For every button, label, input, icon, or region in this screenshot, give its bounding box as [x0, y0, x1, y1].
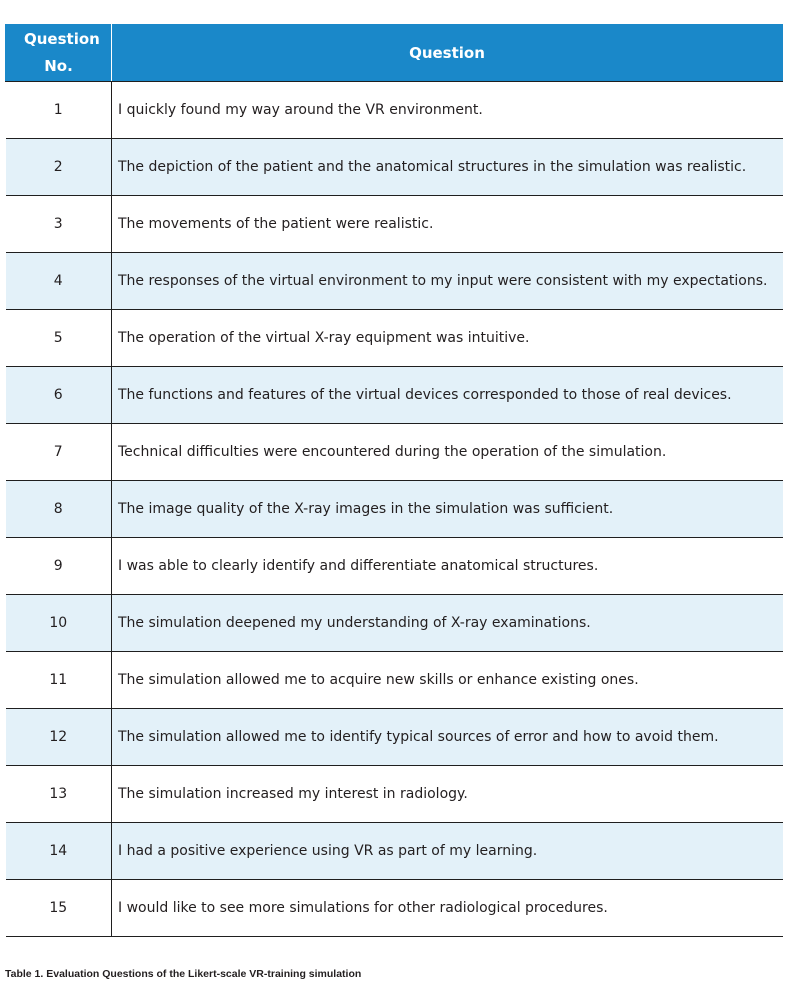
question-number: 15 [6, 880, 112, 937]
table-row [6, 424, 783, 481]
question-text: The operation of the virtual X-ray equipment was intuitive. [112, 310, 783, 367]
question-number: 7 [6, 424, 112, 481]
question-text: The image quality of the X-ray images in the simulation was sufficient. [112, 481, 783, 538]
table-row [6, 139, 783, 196]
table-row [6, 196, 783, 253]
question-number: 1 [6, 82, 112, 139]
question-number: 2 [6, 139, 112, 196]
table-body [6, 82, 783, 937]
question-text: I had a positive experience using VR as part of my learning. [112, 823, 783, 880]
question-text: The simulation allowed me to acquire new skills or enhance existing ones. [112, 652, 783, 709]
question-number: 14 [6, 823, 112, 880]
question-number: 4 [6, 253, 112, 310]
table-row [6, 253, 783, 310]
question-text: I was able to clearly identify and differentiate anatomical structures. [112, 538, 783, 595]
question-number: 3 [6, 196, 112, 253]
questions-table-container [5, 24, 782, 937]
question-number: 5 [6, 310, 112, 367]
table-row [6, 367, 783, 424]
question-number: 9 [6, 538, 112, 595]
question-number: 6 [6, 367, 112, 424]
question-text: The simulation deepened my understanding of X-ray examinations. [112, 595, 783, 652]
table-row [6, 652, 783, 709]
table-row [6, 310, 783, 367]
question-text: The simulation increased my interest in radiology. [112, 766, 783, 823]
question-number: 10 [6, 595, 112, 652]
header-row [6, 25, 783, 82]
question-text: The depiction of the patient and the anatomical structures in the simulation was realistic. [112, 139, 783, 196]
questions-table [5, 24, 783, 937]
table-row [6, 595, 783, 652]
table-header [6, 25, 783, 82]
question-text: Technical difficulties were encountered during the operation of the simulation. [112, 424, 783, 481]
table-row [6, 823, 783, 880]
question-number: 12 [6, 709, 112, 766]
table-row [6, 766, 783, 823]
header-question: Question [112, 25, 783, 82]
question-text: I would like to see more simulations for other radiological procedures. [112, 880, 783, 937]
question-text: I quickly found my way around the VR environment. [112, 82, 783, 139]
table-row [6, 880, 783, 937]
question-number: 8 [6, 481, 112, 538]
table-row [6, 709, 783, 766]
question-number: 11 [6, 652, 112, 709]
table-row [6, 82, 783, 139]
table-row [6, 538, 783, 595]
question-text: The simulation allowed me to identify typical sources of error and how to avoid them. [112, 709, 783, 766]
table-caption: Table 1. Evaluation Questions of the Likert-scale VR-training simulation [5, 968, 362, 980]
question-text: The movements of the patient were realistic. [112, 196, 783, 253]
question-text: The functions and features of the virtual devices corresponded to those of real devices. [112, 367, 783, 424]
header-question-no: Question No. [6, 25, 112, 82]
question-number: 13 [6, 766, 112, 823]
table-row [6, 481, 783, 538]
question-text: The responses of the virtual environment to my input were consistent with my expectations. [112, 253, 783, 310]
